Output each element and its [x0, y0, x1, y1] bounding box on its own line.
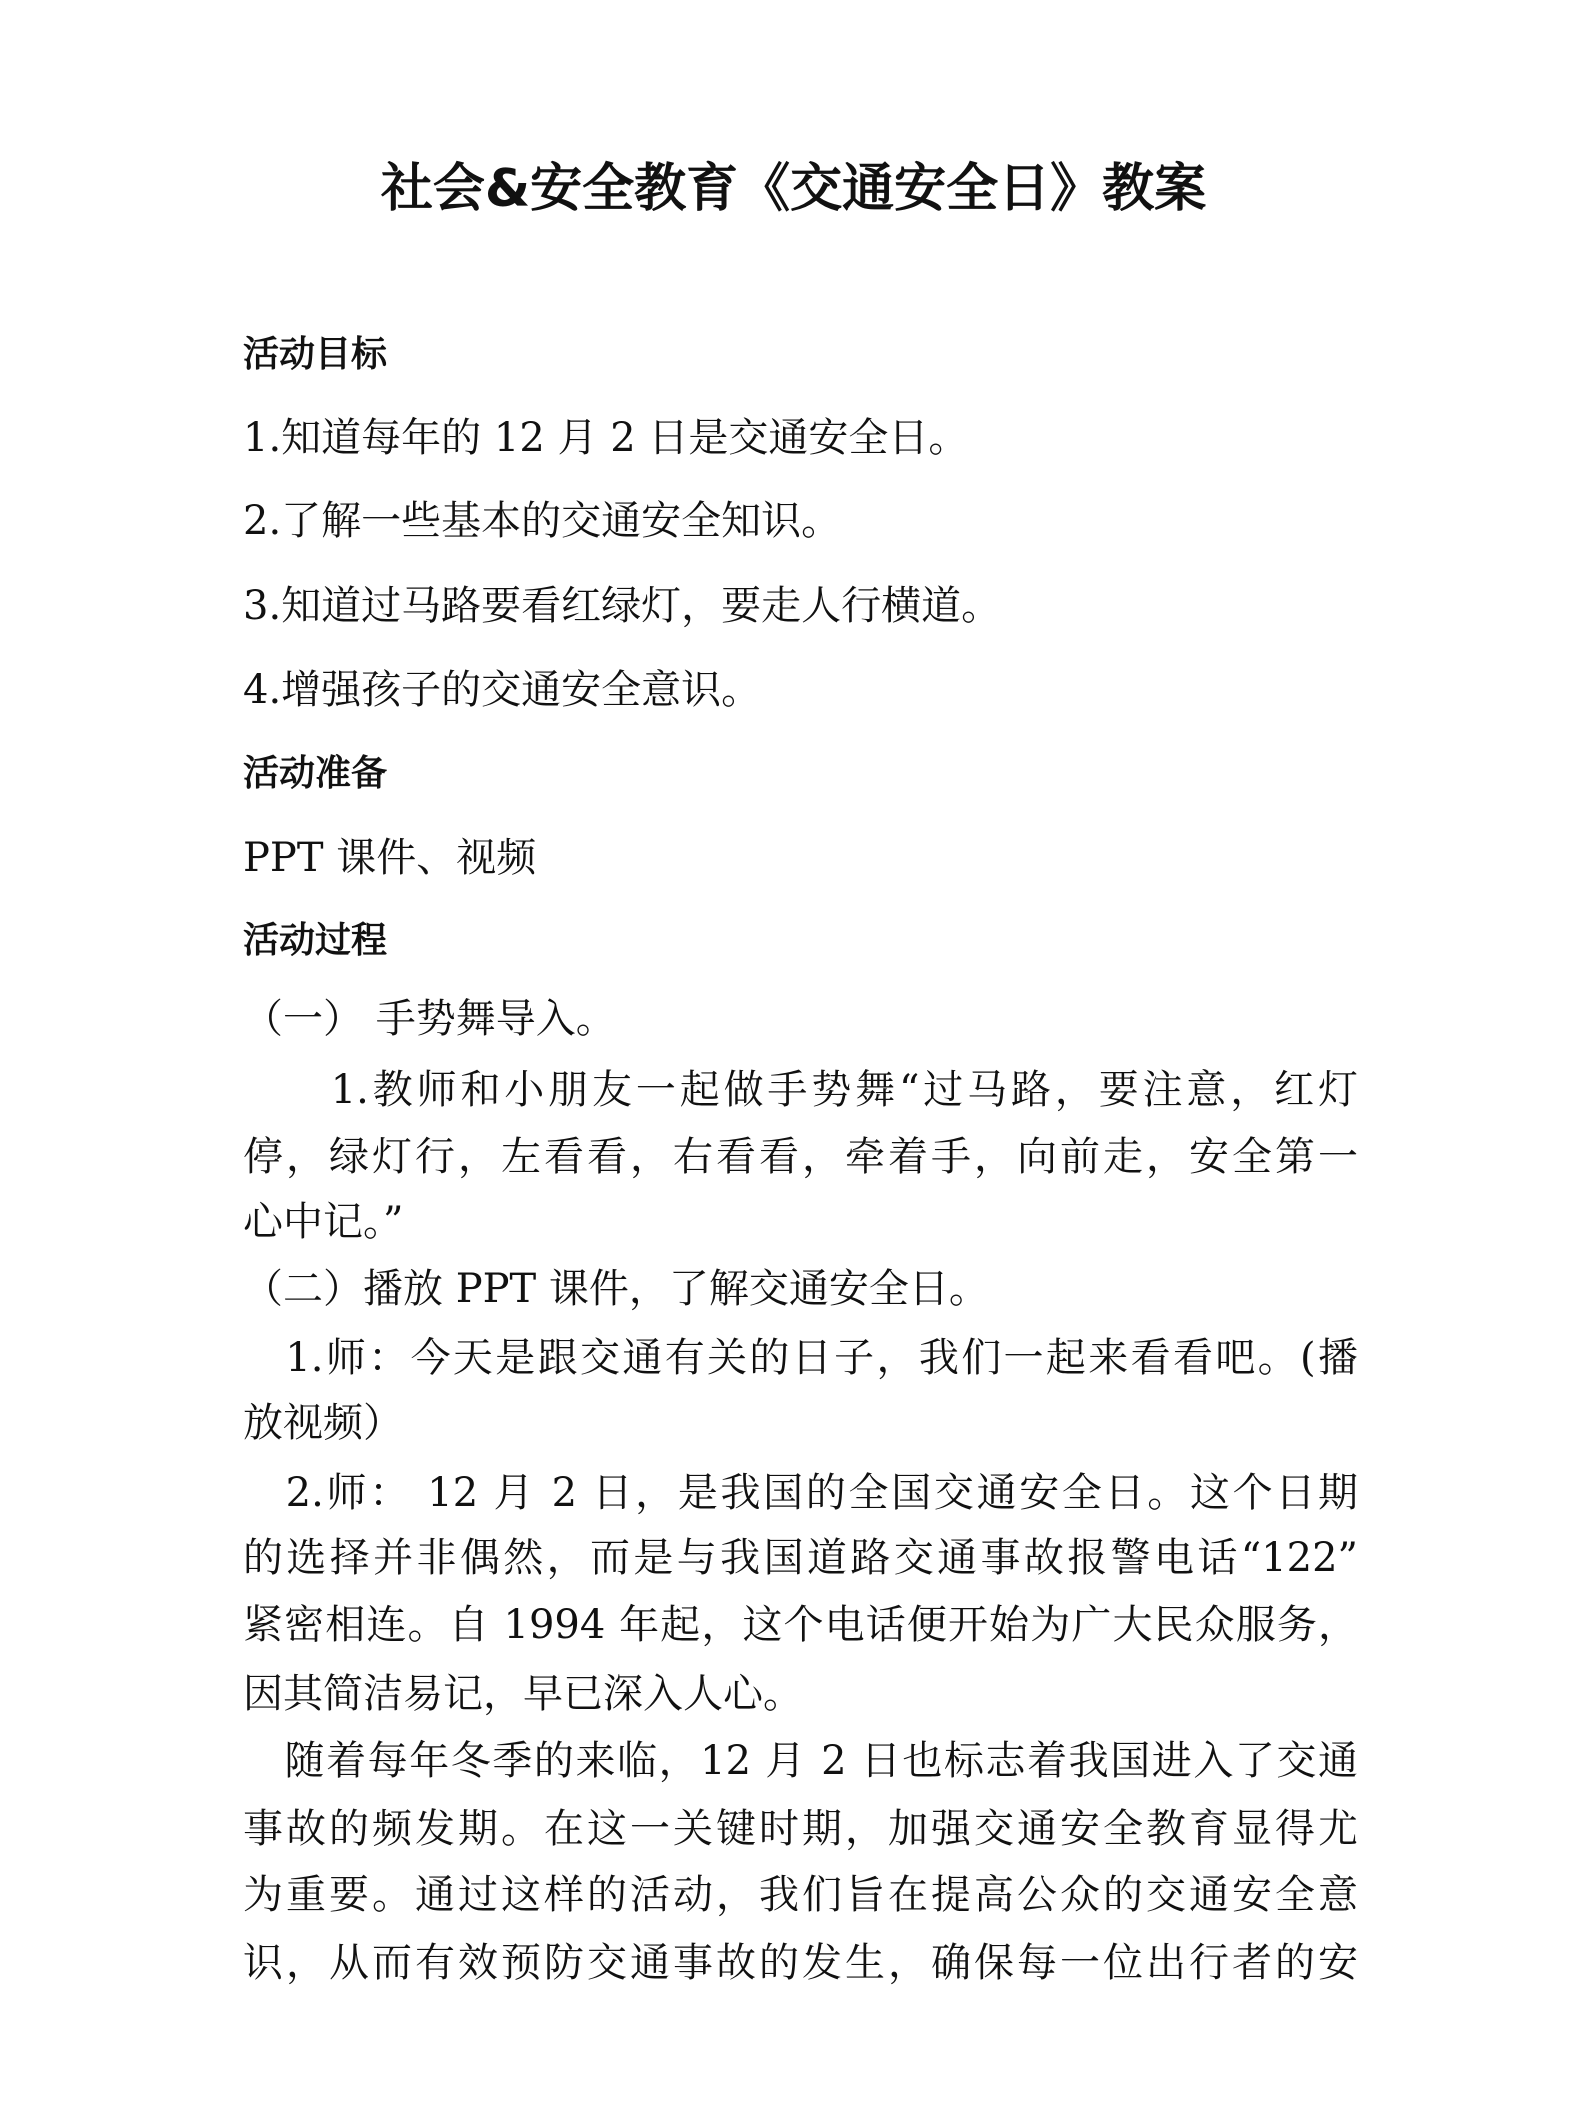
process-line: 为重要。通过这样的活动，我们旨在提高公众的交通安全意: [243, 1872, 1358, 1918]
process-line: 识，从而有效预防交通事故的发生，确保每一位出行者的安: [243, 1940, 1358, 1986]
process-line: 紧密相连。自 1994 年起，这个电话便开始为广大民众服务，: [243, 1602, 1358, 1648]
process-line: 事故的频发期。在这一关键时期，加强交通安全教育显得尤: [243, 1806, 1358, 1852]
process-line: 2.师： 12 月 2 日，是我国的全国交通安全日。这个日期: [243, 1470, 1358, 1516]
goal-item: 4.增强孩子的交通安全意识。: [243, 667, 762, 713]
process-line: 的选择并非偶然，而是与我国道路交通事故报警电话“122”: [243, 1535, 1358, 1581]
process-line: 因其简洁易记，早已深入人心。: [243, 1671, 803, 1717]
goal-item: 1.知道每年的 12 月 2 日是交通安全日。: [243, 415, 969, 461]
process-line: 停，绿灯行，左看看，右看看，牵着手，向前走，安全第一: [243, 1134, 1358, 1180]
process-line: 心中记。”: [243, 1199, 404, 1245]
goal-item: 2.了解一些基本的交通安全知识。: [243, 498, 842, 544]
section-heading-goals: 活动目标: [243, 334, 388, 375]
process-line: （二）播放 PPT 课件，了解交通安全日。: [243, 1266, 989, 1312]
goal-item: 3.知道过马路要看红绿灯，要走人行横道。: [243, 583, 1002, 629]
process-line: （一） 手势舞导入。: [243, 996, 616, 1042]
document-title: 社会&安全教育《交通安全日》教案: [380, 159, 1207, 219]
section-heading-process: 活动过程: [243, 920, 388, 961]
process-line: 1.教师和小朋友一起做手势舞“过马路，要注意，红灯: [243, 1067, 1358, 1113]
process-line: 随着每年冬季的来临，12 月 2 日也标志着我国进入了交通: [243, 1738, 1358, 1784]
section-heading-prep: 活动准备: [243, 753, 388, 794]
process-line: 放视频）: [243, 1400, 403, 1446]
prep-text: PPT 课件、视频: [243, 835, 537, 881]
process-line: 1.师：今天是跟交通有关的日子，我们一起来看看吧。(播: [243, 1335, 1358, 1381]
